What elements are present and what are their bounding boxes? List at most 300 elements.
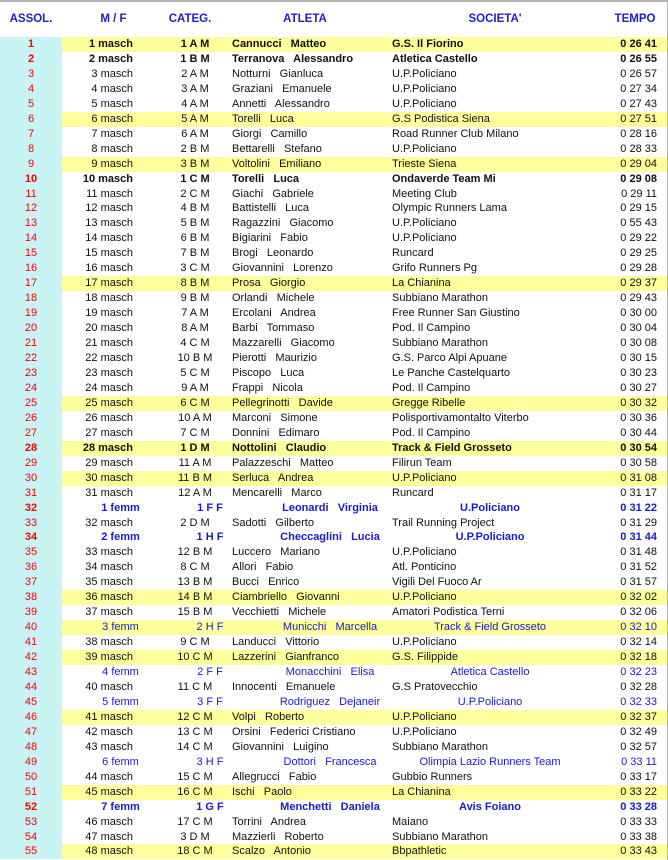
rank-cell: 8 [0, 142, 62, 157]
table-row [0, 665, 667, 680]
rank-cell: 53 [0, 815, 62, 830]
athlete-name-cell: Voltolini Emiliano [232, 157, 322, 170]
time-cell: 0 31 08 [620, 471, 657, 484]
time-cell: 0 28 33 [620, 142, 657, 155]
athlete-name-cell: Dottori Francesca [283, 755, 377, 768]
athlete-name-cell: Palazzeschi Matteo [232, 456, 334, 469]
table-row [0, 216, 667, 231]
category-cell: 1 D M [180, 441, 210, 454]
gender-rank-cell: 14 masch [85, 232, 133, 245]
gender-rank-cell: 8 masch [91, 142, 133, 155]
gender-rank-cell: 15 masch [85, 247, 133, 260]
club-cell: Runcard [392, 247, 434, 260]
category-cell: 4 B M [180, 202, 210, 215]
gender-rank-cell: 3 femm [102, 621, 139, 634]
gender-rank-cell: 47 masch [85, 830, 133, 843]
club-cell: Avis Foiano [459, 800, 521, 813]
gender-rank-cell: 1 masch [88, 38, 133, 50]
rank-cell: 18 [0, 291, 62, 306]
club-cell: Track & Field Grosseto [392, 441, 512, 454]
athlete-name-cell: Scalzo Antonio [232, 845, 311, 858]
club-cell: Track & Field Grosseto [433, 621, 547, 634]
rank-cell: 22 [0, 351, 62, 366]
time-cell: 0 32 37 [620, 710, 657, 723]
gender-rank-cell: 12 masch [85, 202, 133, 215]
club-cell: Subbiano Marathon [392, 337, 489, 350]
rank-cell: 27 [0, 426, 62, 441]
time-cell: 0 32 23 [620, 666, 657, 679]
category-cell: 5 A M [181, 112, 209, 125]
category-cell: 6 B M [180, 232, 210, 245]
club-cell: Filirun Team [392, 456, 452, 469]
category-cell: 4 A M [181, 97, 209, 110]
gender-rank-cell: 30 masch [85, 471, 133, 484]
category-cell: 2 F F [197, 666, 223, 679]
rank-cell: 16 [0, 261, 62, 276]
athlete-name-cell: Ciambriello Giovanni [232, 591, 340, 604]
category-cell: 12 A M [178, 486, 212, 499]
time-cell: 0 31 48 [620, 546, 657, 559]
gender-rank-cell: 29 masch [85, 456, 133, 469]
athlete-name-cell: Nottolini Claudio [232, 441, 327, 454]
category-cell: 2 H F [196, 621, 224, 634]
category-cell: 10 C M [177, 651, 213, 664]
time-cell: 0 30 00 [620, 307, 657, 320]
athlete-name-cell: Innocenti Emanuele [232, 680, 336, 693]
club-cell: U.P.Policiano [392, 82, 457, 95]
time-cell: 0 29 37 [620, 277, 657, 290]
column-header-atleta: ATLETA [283, 13, 327, 25]
club-cell: Pod. Il Campino [392, 426, 471, 439]
athlete-name-cell: Giovannini Luigino [232, 740, 329, 753]
time-cell: 0 55 43 [620, 217, 657, 230]
time-cell: 0 29 28 [620, 262, 657, 275]
club-cell: La Chianina [392, 785, 451, 798]
gender-rank-cell: 19 masch [85, 307, 133, 320]
athlete-name-cell: Allori Fabio [232, 561, 294, 574]
table-row [0, 82, 667, 97]
category-cell: 3 C M [180, 262, 210, 275]
category-cell: 3 H F [196, 755, 224, 768]
table-row [0, 575, 667, 590]
category-cell: 12 B M [177, 546, 213, 559]
rank-cell: 47 [0, 725, 62, 740]
table-row [0, 471, 667, 486]
table-row [0, 201, 667, 216]
club-cell: Olimpia Lazio Runners Team [419, 755, 561, 768]
gender-rank-cell: 10 masch [82, 172, 133, 185]
table-row [0, 545, 667, 560]
table-row [0, 516, 667, 531]
athlete-name-cell: Donnini Edimaro [232, 426, 320, 439]
time-cell: 0 31 22 [620, 501, 657, 514]
rank-cell: 31 [0, 486, 62, 501]
time-cell: 0 30 36 [620, 411, 657, 424]
athlete-name-cell: Ercolani Andrea [232, 307, 316, 320]
club-cell: U.P.Policiano [457, 695, 523, 708]
gender-rank-cell: 2 masch [88, 52, 133, 65]
athlete-name-cell: Ischi Paolo [232, 785, 292, 798]
time-cell: 0 33 11 [621, 755, 657, 768]
time-cell: 0 29 22 [620, 232, 657, 245]
athlete-name-cell: Graziani Emanuele [232, 82, 332, 95]
rank-cell: 35 [0, 545, 62, 560]
rank-cell: 21 [0, 336, 62, 351]
time-cell: 0 33 43 [620, 845, 657, 858]
category-cell: 15 B M [177, 606, 213, 619]
athlete-name-cell: Mazzarelli Giacomo [232, 337, 335, 350]
category-cell: 11 C M [177, 680, 213, 693]
club-cell: Ondaverde Team Mi [392, 172, 496, 185]
gender-rank-cell: 2 femm [101, 531, 140, 544]
time-cell: 0 30 58 [620, 456, 657, 469]
rank-cell: 3 [0, 67, 62, 82]
time-cell: 0 29 15 [620, 202, 657, 215]
rank-cell: 2 [0, 52, 62, 67]
athlete-name-cell: Mencarelli Marco [232, 486, 322, 499]
category-cell: 2 B M [180, 142, 210, 155]
gender-rank-cell: 39 masch [85, 651, 133, 664]
time-cell: 0 26 41 [620, 38, 657, 50]
table-row [0, 695, 667, 710]
gender-rank-cell: 46 masch [85, 815, 133, 828]
gender-rank-cell: 7 femm [101, 800, 140, 813]
athlete-name-cell: Cannucci Matteo [232, 38, 327, 50]
athlete-name-cell: Ragazzini Giacomo [232, 217, 334, 230]
gender-rank-cell: 43 masch [85, 740, 133, 753]
athlete-name-cell: Sadotti Gilberto [232, 516, 314, 529]
athlete-name-cell: Brogi Leonardo [232, 247, 314, 260]
athlete-name-cell: Rodriguez Dejaneir [279, 695, 381, 708]
athlete-name-cell: Pierotti Maurizio [232, 352, 317, 365]
club-cell: Polisportivamontalto Viterbo [392, 411, 529, 424]
table-row [0, 680, 667, 695]
rank-cell: 50 [0, 770, 62, 785]
club-cell: G.S. Parco Alpi Apuane [392, 352, 507, 365]
club-cell: U.P.Policiano [392, 232, 457, 245]
athlete-name-cell: Torelli Luca [232, 112, 294, 125]
gender-rank-cell: 23 masch [85, 366, 133, 379]
athlete-name-cell: Mazzierli Roberto [232, 830, 324, 843]
table-row [0, 725, 667, 740]
rank-cell: 49 [0, 755, 62, 770]
rank-cell: 24 [0, 381, 62, 396]
category-cell: 1 A M [180, 38, 210, 50]
athlete-name-cell: Giachi Gabriele [232, 187, 314, 200]
rank-cell: 43 [0, 665, 62, 680]
rank-cell: 1 [0, 37, 62, 52]
time-cell: 0 32 14 [620, 636, 657, 649]
time-cell: 0 30 27 [620, 381, 657, 394]
gender-rank-cell: 22 masch [85, 352, 133, 365]
table-row [0, 501, 667, 516]
gender-rank-cell: 42 masch [85, 725, 133, 738]
rank-cell: 17 [0, 276, 62, 291]
table-row [0, 800, 667, 815]
time-cell: 0 29 25 [620, 247, 657, 260]
rank-cell: 28 [0, 441, 62, 456]
rank-cell: 39 [0, 605, 62, 620]
rank-cell: 48 [0, 740, 62, 755]
rank-cell: 7 [0, 127, 62, 142]
time-cell: 0 27 34 [620, 82, 657, 95]
column-header-assol: ASSOL. [9, 13, 53, 25]
table-row [0, 157, 667, 172]
table-row [0, 441, 667, 456]
athlete-name-cell: Prosa Giorgio [232, 277, 306, 290]
club-cell: Atletica Castello [450, 666, 530, 679]
rank-cell: 42 [0, 650, 62, 665]
club-cell: Atletica Castello [392, 52, 478, 65]
rank-cell: 10 [0, 172, 62, 187]
table-row [0, 187, 667, 202]
category-cell: 8 A M [181, 322, 209, 335]
club-cell: Gregge Ribelle [392, 396, 466, 409]
gender-rank-cell: 5 femm [102, 695, 139, 708]
gender-rank-cell: 24 masch [85, 381, 133, 394]
category-cell: 9 C M [180, 636, 210, 649]
table-row [0, 635, 667, 650]
table-row [0, 381, 667, 396]
time-cell: 0 33 38 [620, 830, 657, 843]
time-cell: 0 30 08 [620, 337, 657, 350]
gender-rank-cell: 41 masch [85, 710, 133, 723]
club-cell: Subbiano Marathon [392, 830, 489, 843]
time-cell: 0 30 32 [620, 396, 657, 409]
club-cell: U.P.Policiano [392, 142, 457, 155]
athlete-name-cell: Torelli Luca [232, 172, 300, 185]
category-cell: 9 A M [181, 381, 209, 394]
category-cell: 4 C M [180, 337, 210, 350]
gender-rank-cell: 3 masch [91, 67, 133, 80]
category-cell: 3 A M [181, 82, 209, 95]
rank-cell: 32 [0, 501, 62, 516]
club-cell: Bbpathletic [392, 845, 447, 858]
table-row [0, 710, 667, 725]
gender-rank-cell: 4 femm [102, 666, 139, 679]
category-cell: 2 C M [180, 187, 210, 200]
athlete-name-cell: Notturni Gianluca [232, 67, 324, 80]
table-row [0, 52, 667, 67]
club-cell: Olympic Runners Lama [392, 202, 507, 215]
gender-rank-cell: 28 masch [82, 441, 133, 454]
table-row [0, 366, 667, 381]
rank-cell: 41 [0, 635, 62, 650]
table-row [0, 620, 667, 635]
rank-cell: 4 [0, 82, 62, 97]
club-cell: U.P.Policiano [392, 471, 457, 484]
gender-rank-cell: 44 masch [85, 770, 133, 783]
gender-rank-cell: 32 masch [85, 516, 133, 529]
gender-rank-cell: 45 masch [85, 785, 133, 798]
table-row [0, 486, 667, 501]
category-cell: 3 B M [180, 157, 210, 170]
table-row [0, 97, 667, 112]
category-cell: 14 C M [177, 740, 213, 753]
category-cell: 1 C M [180, 172, 210, 185]
rank-cell: 23 [0, 366, 62, 381]
club-cell: Trieste Siena [392, 157, 457, 170]
club-cell: G.S. Filippide [392, 651, 459, 664]
gender-rank-cell: 35 masch [85, 576, 133, 589]
athlete-name-cell: Giorgi Camillo [232, 127, 308, 140]
time-cell: 0 29 08 [620, 172, 657, 185]
category-cell: 1 B M [180, 52, 210, 65]
gender-rank-cell: 6 femm [102, 755, 139, 768]
time-cell: 0 31 29 [620, 516, 657, 529]
table-row [0, 321, 667, 336]
club-cell: Vigili Del Fuoco Ar [392, 576, 482, 589]
time-cell: 0 32 49 [620, 725, 657, 738]
gender-rank-cell: 37 masch [85, 606, 133, 619]
table-row [0, 231, 667, 246]
athlete-name-cell: Terranova Alessandro [232, 52, 354, 65]
rank-cell: 55 [0, 844, 62, 859]
club-cell: Le Panche Castelquarto [392, 366, 511, 379]
athlete-name-cell: Lazzerini Gianfranco [232, 651, 339, 664]
rank-cell: 52 [0, 800, 62, 815]
gender-rank-cell: 11 masch [86, 187, 133, 200]
category-cell: 7 A M [181, 307, 209, 320]
club-cell: U.P.Policiano [455, 531, 525, 544]
table-row [0, 411, 667, 426]
table-row [0, 560, 667, 575]
time-cell: 0 29 04 [620, 157, 657, 170]
table-row [0, 246, 667, 261]
table-row [0, 605, 667, 620]
time-cell: 0 29 43 [620, 292, 657, 305]
club-cell: Free Runner San Giustino [392, 307, 520, 320]
club-cell: Subbiano Marathon [392, 740, 489, 753]
athlete-name-cell: Leonardi Virginia [282, 501, 378, 514]
gender-rank-cell: 18 masch [85, 292, 133, 305]
table-row [0, 426, 667, 441]
club-cell: La Chianina [392, 277, 451, 290]
category-cell: 3 F F [197, 695, 223, 708]
category-cell: 11 B M [177, 471, 213, 484]
table-row [0, 276, 667, 291]
category-cell: 10 B M [177, 352, 213, 365]
club-cell: U.P.Policiano [392, 546, 457, 559]
club-cell: Meeting Club [392, 187, 457, 200]
time-cell: 0 29 11 [621, 187, 657, 200]
table-row [0, 456, 667, 471]
rank-cell: 15 [0, 246, 62, 261]
gender-rank-cell: 27 masch [85, 426, 133, 439]
table-row [0, 112, 667, 127]
category-cell: 12 C M [177, 710, 213, 723]
gender-rank-cell: 34 masch [85, 561, 133, 574]
rank-cell: 11 [0, 187, 62, 202]
athlete-name-cell: Piscopo Luca [232, 366, 305, 379]
gender-rank-cell: 5 masch [91, 97, 133, 110]
club-cell: U.P.Policiano [392, 97, 457, 110]
athlete-name-cell: Battistelli Luca [232, 202, 310, 215]
athlete-name-cell: Annetti Alessandro [232, 97, 330, 110]
category-cell: 8 B M [180, 277, 210, 290]
athlete-name-cell: Marconi Simone [232, 411, 318, 424]
column-header-societa: SOCIETA' [468, 13, 522, 25]
table-row [0, 37, 667, 52]
time-cell: 0 32 33 [620, 695, 657, 708]
time-cell: 0 33 17 [620, 770, 657, 783]
athlete-name-cell: Checcaglini Lucia [280, 531, 380, 544]
club-cell: U.P.Policiano [392, 591, 457, 604]
category-cell: 8 C M [180, 561, 210, 574]
gender-rank-cell: 40 masch [85, 680, 133, 693]
category-cell: 7 B M [180, 247, 210, 260]
rank-cell: 37 [0, 575, 62, 590]
athlete-name-cell: Serluca Andrea [232, 471, 314, 484]
athlete-name-cell: Torrini Andrea [232, 815, 306, 828]
time-cell: 0 32 02 [620, 591, 657, 604]
rank-cell: 29 [0, 456, 62, 471]
column-header-tempo: TEMPO [614, 13, 656, 25]
category-cell: 16 C M [177, 785, 213, 798]
table-row [0, 291, 667, 306]
table-row [0, 815, 667, 830]
table-row [0, 590, 667, 605]
table-row [0, 770, 667, 785]
athlete-name-cell: Municchi Marcella [282, 621, 378, 634]
club-cell: G.S Podistica Siena [392, 112, 490, 125]
category-cell: 6 C M [180, 396, 210, 409]
time-cell: 0 30 44 [620, 426, 657, 439]
category-cell: 2 A M [181, 67, 209, 80]
club-cell: U.Policiano [460, 501, 520, 514]
athlete-name-cell: Bettarelli Stefano [232, 142, 322, 155]
athlete-name-cell: Frappi Nicola [232, 381, 303, 394]
category-cell: 1 G F [196, 800, 224, 813]
club-cell: Trail Running Project [392, 516, 495, 529]
results-table-body [0, 37, 667, 859]
table-row [0, 740, 667, 755]
table-row [0, 755, 667, 770]
rank-cell: 26 [0, 411, 62, 426]
rank-cell: 19 [0, 306, 62, 321]
gender-rank-cell: 48 masch [85, 845, 133, 858]
column-header-categ: CATEG. [168, 13, 212, 25]
category-cell: 13 C M [177, 725, 213, 738]
table-row [0, 172, 667, 187]
athlete-name-cell: Bigiarini Fabio [232, 232, 308, 245]
athlete-name-cell: Allegrucci Fabio [232, 770, 317, 783]
rank-cell: 38 [0, 590, 62, 605]
rank-cell: 45 [0, 695, 62, 710]
category-cell: 5 C M [180, 366, 210, 379]
rank-cell: 14 [0, 231, 62, 246]
time-cell: 0 33 33 [620, 815, 657, 828]
rank-cell: 5 [0, 97, 62, 112]
rank-cell: 40 [0, 620, 62, 635]
category-cell: 17 C M [177, 815, 213, 828]
gender-rank-cell: 33 masch [85, 546, 133, 559]
category-cell: 14 B M [177, 591, 213, 604]
athlete-name-cell: Giovannini Lorenzo [232, 262, 333, 275]
time-cell: 0 32 28 [620, 680, 657, 693]
gender-rank-cell: 17 masch [85, 277, 133, 290]
club-cell: Maiano [392, 815, 429, 828]
gender-rank-cell: 9 masch [91, 157, 133, 170]
time-cell: 0 31 52 [620, 561, 657, 574]
time-cell: 0 28 16 [620, 127, 657, 140]
rank-cell: 51 [0, 785, 62, 800]
club-cell: U.P.Policiano [392, 636, 457, 649]
category-cell: 1 F F [197, 501, 223, 514]
athlete-name-cell: Orsini Federici Cristiano [232, 725, 356, 738]
category-cell: 10 A M [178, 411, 212, 424]
table-row [0, 785, 667, 800]
